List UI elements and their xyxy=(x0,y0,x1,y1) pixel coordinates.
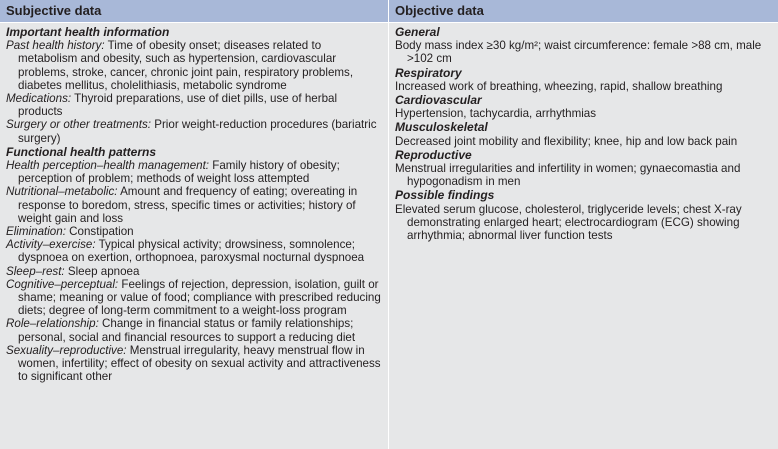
entry-value: Feelings of rejection, depression, isolation, guilt or shame; meaning or value of food; compliance with prescribed reducing diets; degree of long-term commitment to a weight-loss program xyxy=(18,277,381,318)
objective-body xyxy=(389,23,778,242)
entry-value: Amount and frequency of eating; overeating in response to boredom, stress, specific times or activities; history of weight gain and loss xyxy=(18,185,358,225)
entry-text xyxy=(6,225,382,238)
entry-text xyxy=(6,344,382,384)
section-heading: Important health information xyxy=(6,25,170,39)
subjective-body xyxy=(0,23,388,383)
section-heading: General xyxy=(395,25,440,39)
section-heading: Reproductive xyxy=(395,147,472,162)
entry-value: Family history of obesity; perception of problem; methods of weight loss attempted xyxy=(18,159,340,186)
entry-text xyxy=(395,203,772,243)
section-heading: Respiratory xyxy=(395,65,462,80)
entry-value: Hypertension, tachycardia, arrhythmias xyxy=(395,107,597,121)
entry-value: Body mass index ≥30 kg/m²; waist circumference: female >88 cm, male >102 cm xyxy=(395,39,762,66)
entry-text xyxy=(395,135,772,148)
entry-value: Constipation xyxy=(65,225,134,239)
entry-value: Sleep apnoea xyxy=(64,264,140,278)
entry-label: Activity–exercise: xyxy=(6,238,96,252)
entry-value: Typical physical activity; drowsiness, somnolence; dyspnoea on exertion, orthopnoea, paroxysmal nocturnal dyspnoea xyxy=(18,238,365,265)
entry-label: Sleep–rest: xyxy=(6,264,65,278)
entry-label: Sexuality–reproductive: xyxy=(6,343,127,357)
entry-value: Thyroid preparations, use of diet pills, use of herbal products xyxy=(18,92,338,119)
entry-text xyxy=(395,107,772,120)
entry-label: Health perception–health management: xyxy=(6,159,210,173)
entry-text xyxy=(395,80,772,93)
entry-text xyxy=(6,159,382,185)
entry-value: Increased work of breathing, wheezing, rapid, shallow breathing xyxy=(395,79,723,93)
objective-header: Objective data xyxy=(389,0,778,23)
entry-value: Decreased joint mobility and flexibility; knee, hip and low back pain xyxy=(395,134,738,148)
entry-label: Medications: xyxy=(6,92,72,106)
entry-text xyxy=(6,185,382,225)
entry-label: Role–relationship: xyxy=(6,317,99,331)
entry-label: Nutritional–metabolic: xyxy=(6,185,118,199)
objective-column xyxy=(389,0,778,449)
entry-text xyxy=(395,162,772,188)
entry-label: Cognitive–perceptual: xyxy=(6,277,119,291)
entry-value: Menstrual irregularities and infertility in women; gynaecomastia and hypogonadism in men xyxy=(395,162,741,189)
section-heading: Musculoskeletal xyxy=(395,120,488,135)
entry-value: Prior weight-reduction procedures (bariatric surgery) xyxy=(18,118,377,145)
entry-value: Change in financial status or family relationships; personal, social and financial resources to support a reducing diet xyxy=(18,317,356,344)
entry-text xyxy=(6,278,382,318)
entry-text xyxy=(395,39,772,65)
entry-text xyxy=(6,238,382,264)
entry-text xyxy=(6,118,382,144)
entry-value: Time of obesity onset; diseases related to metabolism and obesity, such as hypertension, cardiovascular problems, stroke, cancer, chronic joint pain, respiratory problems, diabetes mellitus, cholelithiasis, metabolic syndrome xyxy=(18,39,354,92)
section-heading: Possible findings xyxy=(395,188,495,203)
entry-label: Past health history: xyxy=(6,39,105,53)
section-heading: Cardiovascular xyxy=(395,93,482,108)
entry-text xyxy=(6,265,382,278)
entry-text xyxy=(6,92,382,118)
entry-text xyxy=(6,39,382,92)
entry-label: Surgery or other treatments: xyxy=(6,118,151,132)
entry-label: Elimination: xyxy=(6,225,66,239)
entry-value: Elevated serum glucose, cholesterol, triglyceride levels; chest X-ray demonstrating enlarged heart; electrocardiogram (ECG) showing arrhythmia; abnormal liver function tests xyxy=(395,202,742,243)
subjective-header: Subjective data xyxy=(0,0,388,23)
entry-value: Menstrual irregularity, heavy menstrual flow in women, infertility; effect of obesity on sexual activity and attractiveness to significant other xyxy=(18,343,381,384)
entry-text xyxy=(6,317,382,343)
section-heading: Functional health patterns xyxy=(6,144,157,159)
